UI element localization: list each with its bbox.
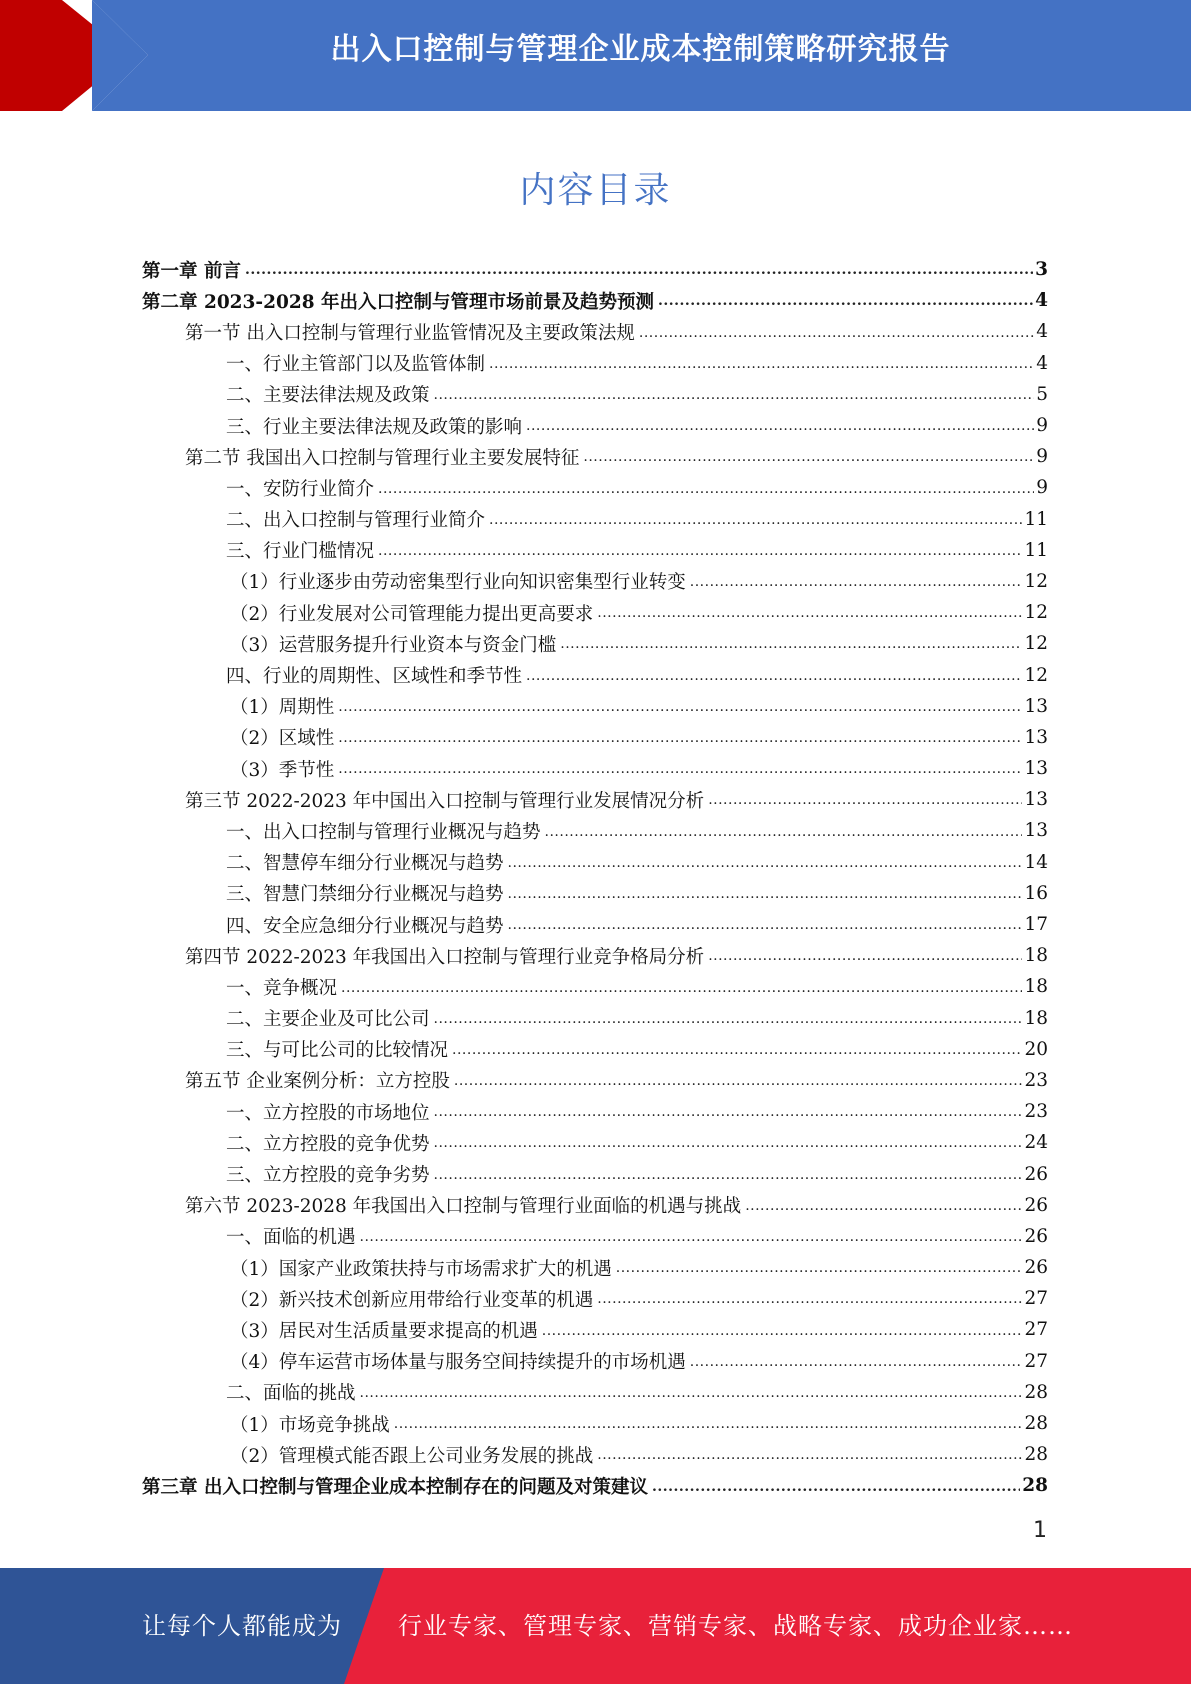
toc-dot-leader <box>338 753 1022 784</box>
toc-entry-page: 13 <box>1024 726 1048 748</box>
toc-entry-title: 三、与可比公司的比较情况 <box>226 1040 449 1062</box>
toc-entry[interactable] <box>142 1377 1048 1408</box>
toc-dot-leader <box>708 784 1022 815</box>
toc-entry[interactable] <box>142 784 1048 815</box>
toc-dot-leader <box>708 940 1022 971</box>
toc-entry-page: 26 <box>1024 1194 1048 1216</box>
toc-entry[interactable] <box>142 1252 1048 1283</box>
page-number: 1 <box>1033 1518 1047 1543</box>
toc-entry[interactable] <box>142 1034 1048 1065</box>
toc-entry-page: 28 <box>1024 1444 1048 1466</box>
toc-entry[interactable] <box>142 472 1048 503</box>
toc-entry-title: （2）区域性 <box>230 728 335 750</box>
toc-dot-leader <box>597 1283 1022 1314</box>
report-title: 出入口控制与管理企业成本控制策略研究报告 <box>330 32 951 67</box>
toc-entry[interactable] <box>142 1065 1048 1096</box>
toc-dot-leader <box>745 1190 1022 1221</box>
toc-entry-title: 一、出入口控制与管理行业概况与趋势 <box>226 821 541 843</box>
toc-dot-leader <box>245 254 1033 285</box>
toc-entry-title: （3）运营服务提升行业资本与资金门槛 <box>230 634 557 656</box>
toc-entry-title: 第一节 出入口控制与管理行业监管情况及主要政策法规 <box>185 322 635 344</box>
toc-entry-page: 4 <box>1036 321 1048 343</box>
toc-entry-page: 16 <box>1024 882 1048 904</box>
toc-dot-leader <box>560 628 1022 659</box>
toc-entry[interactable] <box>142 379 1048 410</box>
toc-entry-title: 第四节 2022-2023 年我国出入口控制与管理行业竞争格局分析 <box>185 946 705 968</box>
toc-dot-leader <box>583 441 1034 472</box>
toc-entry-page: 18 <box>1024 945 1048 967</box>
toc-dot-leader <box>508 847 1023 878</box>
toc-entry[interactable] <box>142 628 1048 659</box>
toc-dot-leader <box>378 535 1022 566</box>
toc-entry[interactable] <box>142 410 1048 441</box>
toc-dot-leader <box>597 597 1022 628</box>
toc-entry-title: 三、行业门槛情况 <box>226 541 375 563</box>
toc-entry-title: 第二节 我国出入口控制与管理行业主要发展特征 <box>185 447 580 469</box>
toc-entry-page: 26 <box>1024 1163 1048 1185</box>
toc-entry-title: （1）国家产业政策扶持与市场需求扩大的机遇 <box>230 1258 612 1280</box>
toc-entry-page: 4 <box>1036 352 1048 374</box>
toc-dot-leader <box>489 504 1022 535</box>
toc-entry-page: 5 <box>1036 383 1048 405</box>
toc-entry[interactable] <box>142 504 1048 535</box>
toc-entry[interactable] <box>142 722 1048 753</box>
toc-dot-leader <box>616 1252 1023 1283</box>
toc-dot-leader <box>434 1158 1023 1189</box>
toc-entry-title: 第三节 2022-2023 年中国出入口控制与管理行业发展情况分析 <box>185 790 705 812</box>
toc-entry-page: 13 <box>1024 695 1048 717</box>
toc-entry-title: （1）市场竞争挑战 <box>230 1414 390 1436</box>
toc-entry-title: （1）周期性 <box>230 697 335 719</box>
toc-entry[interactable] <box>142 1408 1048 1439</box>
toc-entry-page: 23 <box>1024 1069 1048 1091</box>
toc-entry[interactable] <box>142 1127 1048 1158</box>
toc-entry-title: 一、安防行业简介 <box>226 478 375 500</box>
toc-entry[interactable] <box>142 316 1048 347</box>
toc-entry-page: 3 <box>1035 259 1048 281</box>
toc-entry[interactable] <box>142 691 1048 722</box>
toc-entry-page: 26 <box>1024 1225 1048 1247</box>
toc-entry-title: （3）季节性 <box>230 759 335 781</box>
toc-dot-leader <box>360 1377 1023 1408</box>
toc-entry-page: 11 <box>1024 539 1048 561</box>
toc-entry-title: 二、出入口控制与管理行业简介 <box>226 510 486 532</box>
toc-entry-page: 28 <box>1024 1381 1048 1403</box>
toc-dot-leader <box>652 1470 1020 1501</box>
toc-entry[interactable] <box>142 1439 1048 1470</box>
toc-entry-page: 12 <box>1024 570 1048 592</box>
toc-entry-page: 12 <box>1024 633 1048 655</box>
toc-entry-title: （2）管理模式能否跟上公司业务发展的挑战 <box>230 1445 594 1467</box>
toc-entry-page: 20 <box>1024 1038 1048 1060</box>
toc-dot-leader <box>508 878 1023 909</box>
footer-slogan-right: 行业专家、管理专家、营销专家、战略专家、成功企业家…… <box>398 1612 1073 1640</box>
toc-entry-page: 27 <box>1024 1319 1048 1341</box>
toc-entry-title: （2）行业发展对公司管理能力提出更高要求 <box>230 603 594 625</box>
toc-entry-page: 4 <box>1035 290 1048 312</box>
toc-entry-title: 第五节 企业案例分析：立方控股 <box>185 1071 450 1093</box>
toc-dot-leader <box>434 1127 1023 1158</box>
toc-entry[interactable] <box>142 659 1048 690</box>
toc-dot-leader <box>454 1065 1023 1096</box>
toc-entry[interactable] <box>142 909 1048 940</box>
toc-entry[interactable] <box>142 940 1048 971</box>
toc-entry-title: 二、智慧停车细分行业概况与趋势 <box>226 853 504 875</box>
toc-entry-page: 18 <box>1024 1007 1048 1029</box>
toc-entry-page: 24 <box>1024 1132 1048 1154</box>
toc-dot-leader <box>360 1221 1023 1252</box>
toc-dot-leader <box>597 1439 1022 1470</box>
toc-entry[interactable] <box>142 1470 1048 1501</box>
toc-entry-page: 28 <box>1022 1475 1048 1497</box>
toc-entry-title: 一、立方控股的市场地位 <box>226 1102 430 1124</box>
toc-entry-page: 26 <box>1024 1257 1048 1279</box>
toc-entry-title: 一、行业主管部门以及监管体制 <box>226 354 486 376</box>
toc-entry[interactable] <box>142 254 1048 285</box>
toc-entry[interactable] <box>142 285 1048 316</box>
toc-entry-title: 四、行业的周期性、区域性和季节性 <box>226 666 523 688</box>
toc-dot-leader <box>338 722 1022 753</box>
toc-entry-title: 第六节 2023-2028 年我国出入口控制与管理行业面临的机遇与挑战 <box>185 1196 742 1218</box>
toc-entry-title: 二、立方控股的竞争优势 <box>226 1133 430 1155</box>
toc-entry[interactable] <box>142 971 1048 1002</box>
toc-entry-title: （4）停车运营市场体量与服务空间持续提升的市场机遇 <box>230 1352 686 1374</box>
toc-entry-title: （1）行业逐步由劳动密集型行业向知识密集型行业转变 <box>230 572 686 594</box>
toc-entry-page: 18 <box>1024 976 1048 998</box>
toc-entry-title: 第三章 出入口控制与管理企业成本控制存在的问题及对策建议 <box>142 1476 648 1498</box>
toc-entry-title: 第二章 2023-2028 年出入口控制与管理市场前景及趋势预测 <box>142 291 655 313</box>
toc-dot-leader <box>542 1314 1023 1345</box>
header-banner <box>0 0 1191 111</box>
toc-entry[interactable] <box>142 1096 1048 1127</box>
toc-dot-leader <box>545 815 1023 846</box>
toc-entry-page: 27 <box>1024 1350 1048 1372</box>
table-of-contents <box>142 254 1048 1502</box>
toc-entry[interactable] <box>142 847 1048 878</box>
toc-dot-leader <box>434 1003 1023 1034</box>
toc-entry-title: 三、智慧门禁细分行业概况与趋势 <box>226 884 504 906</box>
toc-entry-page: 9 <box>1036 477 1048 499</box>
toc-entry[interactable] <box>142 1003 1048 1034</box>
toc-dot-leader <box>434 379 1035 410</box>
toc-dot-leader <box>489 348 1034 379</box>
toc-entry-page: 17 <box>1024 914 1048 936</box>
toc-dot-leader <box>508 909 1023 940</box>
toc-entry-title: 二、主要法律法规及政策 <box>226 385 430 407</box>
toc-entry-title: （2）新兴技术创新应用带给行业变革的机遇 <box>230 1289 594 1311</box>
toc-dot-leader <box>526 659 1022 690</box>
toc-entry-page: 27 <box>1024 1288 1048 1310</box>
toc-dot-leader <box>658 285 1033 316</box>
toc-entry[interactable] <box>142 535 1048 566</box>
toc-entry-title: 二、主要企业及可比公司 <box>226 1009 430 1031</box>
toc-entry[interactable] <box>142 1346 1048 1377</box>
toc-entry[interactable] <box>142 1283 1048 1314</box>
toc-entry-page: 13 <box>1024 789 1048 811</box>
toc-entry-title: 二、面临的挑战 <box>226 1383 356 1405</box>
toc-entry[interactable] <box>142 441 1048 472</box>
toc-dot-leader <box>639 316 1034 347</box>
toc-dot-leader <box>690 566 1023 597</box>
toc-dot-leader <box>378 472 1034 503</box>
toc-entry-page: 12 <box>1024 664 1048 686</box>
toc-entry-title: （3）居民对生活质量要求提高的机遇 <box>230 1320 538 1342</box>
footer-slogan-left: 让每个人都能成为 <box>142 1612 342 1640</box>
toc-entry-page: 28 <box>1024 1413 1048 1435</box>
toc-dot-leader <box>338 691 1022 722</box>
toc-dot-leader <box>434 1096 1023 1127</box>
footer-banner <box>0 1568 1191 1684</box>
toc-dot-leader <box>526 410 1034 441</box>
toc-entry-page: 14 <box>1024 851 1048 873</box>
toc-entry-page: 9 <box>1036 446 1048 468</box>
toc-entry[interactable] <box>142 878 1048 909</box>
toc-entry-page: 13 <box>1024 820 1048 842</box>
toc-entry[interactable] <box>142 1158 1048 1189</box>
toc-dot-leader <box>394 1408 1023 1439</box>
toc-entry-title: 一、竞争概况 <box>226 977 338 999</box>
toc-dot-leader <box>690 1346 1023 1377</box>
toc-entry[interactable] <box>142 348 1048 379</box>
toc-dot-leader <box>452 1034 1022 1065</box>
toc-entry-title: 四、安全应急细分行业概况与趋势 <box>226 915 504 937</box>
toc-entry[interactable] <box>142 1221 1048 1252</box>
toc-entry[interactable] <box>142 1314 1048 1345</box>
toc-entry-page: 9 <box>1036 415 1048 437</box>
toc-entry[interactable] <box>142 566 1048 597</box>
toc-entry-page: 23 <box>1024 1101 1048 1123</box>
toc-entry-title: 第一章 前言 <box>142 260 241 282</box>
toc-entry-page: 11 <box>1024 508 1048 530</box>
toc-heading: 内容目录 <box>519 170 672 211</box>
toc-entry[interactable] <box>142 753 1048 784</box>
toc-entry-page: 13 <box>1024 758 1048 780</box>
toc-entry[interactable] <box>142 597 1048 628</box>
toc-dot-leader <box>341 971 1022 1002</box>
toc-entry-title: 三、立方控股的竞争劣势 <box>226 1165 430 1187</box>
toc-entry[interactable] <box>142 1190 1048 1221</box>
toc-entry[interactable] <box>142 815 1048 846</box>
toc-entry-title: 一、面临的机遇 <box>226 1227 356 1249</box>
toc-entry-title: 三、行业主要法律法规及政策的影响 <box>226 416 523 438</box>
toc-entry-page: 12 <box>1024 602 1048 624</box>
